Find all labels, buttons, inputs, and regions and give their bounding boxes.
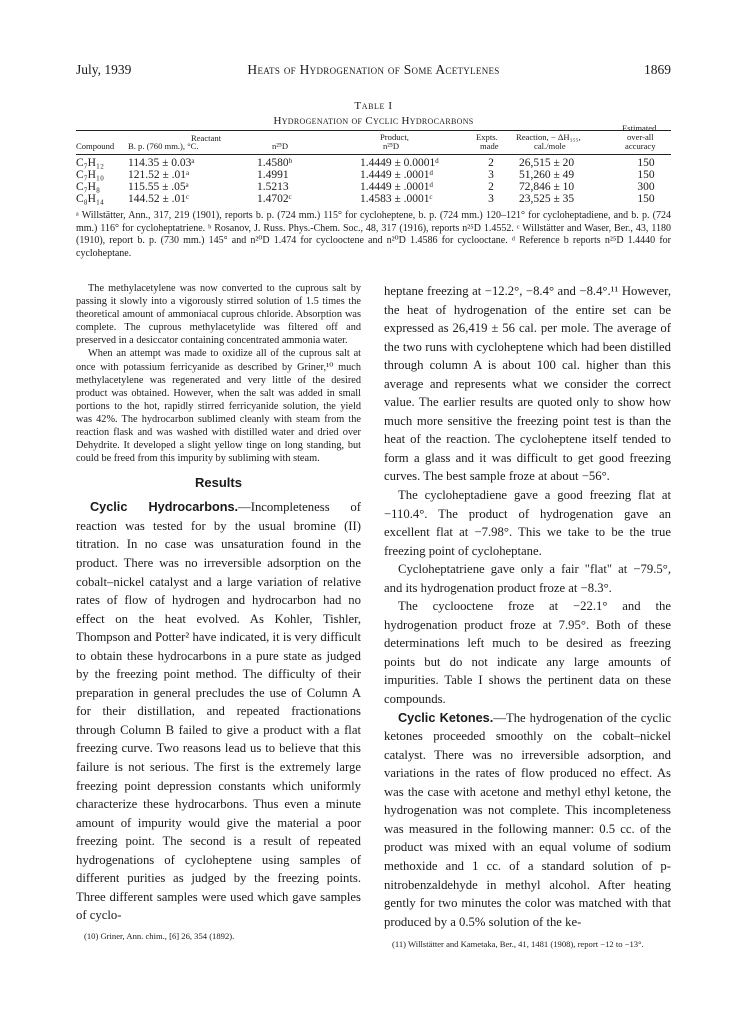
cell-reaction: 51,260 ± 49 [519,169,575,181]
cell-product: 1.4449 ± .0001ᵈ [360,181,434,193]
paragraph: The cycloheptadiene gave a good freezing flat at −110.4°. The product of hydrogenation gave an excellent flat at −7.98°. This we take to be the true freezing point of cycloheptane. [384,488,671,558]
cell-bp: 114.35 ± 0.03ᵃ [128,157,195,169]
paragraph [76,498,361,925]
cell-product: 1.4583 ± .0001ᶜ [360,193,433,205]
header-date: July, 1939 [76,62,132,77]
th-product: Product, [380,132,409,142]
paragraph: heptane freezing at −12.2°, −8.4° and −8.4°.¹¹ However, the heat of hydrogenation of the entire set can be expressed as 26,419 ± 56 cal. per mole. The average of the two runs with cycloheptene which had been distilled through column A is about 100 cal. higher than this average and represents what we consider the correct value. The earlier results are quoted only to show how much more sensitive the freezing point test is than the heat of the reaction. The cycloheptene itself tended to form a glass and it was difficult to get good freezing curves. The best sample froze at about −56°. [384,284,671,484]
cell-accuracy: 150 [637,169,655,181]
cell-bp: 121.52 ± .01ᵃ [128,169,190,181]
paragraph: The methylacetylene was now converted to the cuprous salt by passing it slowly into a vigorously stirred solution of 1.5 times the theoretical amount of ammoniacal cuprous chloride. Absorption was complete. The cuprous methylacetylide was filtered off and preserved in a desiccator containing concentrated ammonia water. [76,283,361,347]
cell-compound: C₇H₁₀ [76,169,105,181]
th-nd-reactant: n²⁵D [272,141,289,151]
th-expts: Expts. [476,132,498,142]
th-compound: Compound [76,141,115,151]
th-nd-product: n²⁵D [383,141,400,151]
table-row [76,181,671,193]
th-reaction: Reaction, − ΔH₃₅₅, [516,132,581,142]
th-over-all: over-all [627,132,654,142]
paragraph [384,709,671,932]
table-header-rule [76,154,671,155]
th-cal-mole: cal./mole [534,141,566,151]
th-bp: B. p. (760 mm.), °C. [128,141,199,151]
cell-reaction: 72,846 ± 10 [519,181,575,193]
right-column [384,282,671,950]
left-column [76,282,361,941]
cell-expts: 3 [488,169,494,181]
table-row [76,157,671,169]
run-in-heading: Cyclic Ketones. [398,710,494,725]
cell-bp: 115.55 ± .05ᵃ [128,181,189,193]
section-heading: Results [195,475,242,491]
cell-reaction: 26,515 ± 20 [519,157,575,169]
cell-expts: 2 [488,157,494,169]
cell-accuracy: 300 [637,181,655,193]
page-number: 1869 [644,62,671,77]
cell-product: 1.4449 ± 0.0001ᵈ [360,157,439,169]
cell-accuracy: 150 [637,157,655,169]
cell-reaction: 23,525 ± 35 [519,193,575,205]
cell-product: 1.4449 ± .0001ᵈ [360,169,434,181]
column-footnote: (10) Griner, Ann. chim., [6] 26, 354 (1892). [84,930,235,941]
th-reactant: Reactant [191,133,222,143]
cell-nd: 1.4991 [257,169,289,181]
cell-compound: C₈H₁₄ [76,193,105,205]
cell-bp: 144.52 ± .01ᶜ [128,193,190,205]
cell-compound: C₇H₁₂ [76,157,105,169]
th-made: made [480,141,499,151]
table-subtitle: Hydrogenation of Cyclic Hydrocarbons [273,115,474,127]
paragraph: When an attempt was made to oxidize all of the cuprous salt at once with potassium ferricyanide as described by Griner,¹⁰ much methylacetylene was regenerated and very little of the desired product was obtained. However, when the salt was added in small portions to the hot, rapidly stirred ferricyanide solution, the yield was 42%. The hydrocarbon sublimed cleanly with steam from the reaction flask and was washed with distilled water and dried over Dehydrite. It developed a slight yellow tinge on long standing, but could be freed from this impurity by subliming with steam. [76,348,361,465]
table-footnotes: ᵃ Willstätter, Ann., 317, 219 (1901), reports b. p. (724 mm.) 115° for cycloheptene, b. p. (724 mm.) 120–121° for cycloheptadiene, and b. p. (724 mm.) 116° for cycloheptatriene. ᵇ Rosanov, J. Russ. Phys.-Chem. Soc., 48, 317 (1916), reports n²⁵D 1.4552. ᶜ Willstätter and Waser, Ber., 43, 1180 (1910), report b. p. (730 mm.) 145° and n²⁰D 1.474 for cyclooctene and n²⁰D 1.4586 for cyclooctane. ᵈ Reference b reports n²⁵D 1.4440 for cycloheptane. [76,210,671,259]
th-accuracy: accuracy [625,141,656,151]
paragraph: Cycloheptatriene gave only a fair "flat" at −79.5°, and its hydrogenation product froze at −8.3°. [384,562,671,595]
cell-expts: 2 [488,181,494,193]
th-estimated: Estimated [622,123,657,133]
table-row [76,169,671,181]
header-title: Heats of Hydrogenation of Some Acetylenes [247,62,500,77]
table-top-rule [76,130,671,131]
cell-expts: 3 [488,193,494,205]
paragraph-text: —Incompleteness of reaction was tested for by the usual bromine (II) titration. In no case was unsaturation found in the product. There was no irreversible adsorption on the cobalt–nickel catalyst and a large variation of relative rates of flow of hydrogen and hydrocarbon had no effect on the heat evolved. As Kohler, Tishler, Thompson and Potter² have indicated, it is very difficult to obtain these hydrocarbons in a pure state as judged by the freezing point method. The difficulty of their preparation in general precludes the use of Column A for their distillation, and repeated fractionations through Column B failed to give a product with a flat freezing curve. Two reasons lead us to believe that this failure is not serious. The first is the extremely large freezing point depression constants which uniformly characterize these hydrocarbons. Thus even a minute amount of impurity would give the material a poor freezing point. The second is a result of repeated hydrogenations of cycloheptene using samples of different purities as judged by the freezing points. Three different samples were used which gave samples of cyclo- [76,500,361,923]
table-caption: Table I [354,100,393,112]
cell-nd: 1.5213 [257,181,289,193]
cell-nd: 1.4580ᵇ [257,157,293,169]
cell-compound: C₇H₈ [76,181,100,193]
paragraph-text: —The hydrogenation of the cyclic ketones proceeded smoothly on the cobalt–nickel catalyst. There was no irreversible adsorption, and variations in the rates of flow produced no effect. As was the case with acetone and methyl ethyl ketone, the hydrogenation was not complete. This incompleteness was measured in the following manner: 0.5 cc. of the product was mixed with an equal volume of sodium methoxide and 1 cc. of a standard solution of p-nitrobenzaldehyde in methyl alcohol. After heating gently for two minutes the color was matched with that produced by a 0.5% solution of the ke- [384,710,671,929]
cell-nd: 1.4702ᶜ [257,193,292,205]
table-row [76,193,671,205]
running-header [76,62,671,80]
run-in-heading: Cyclic Hydrocarbons. [90,500,239,515]
column-footnote: (11) Willstätter and Kametaka, Ber., 41, 1481 (1908), report −12 to −13°. [392,939,644,950]
cell-accuracy: 150 [637,193,655,205]
paragraph: The cyclooctene froze at −22.1° and the hydrogenation product froze at 7.95°. Both of these determinations left much to be desired as freezing points but do not indicate any large amounts of impurities. Table I shows the pertinent data on these compounds. [384,599,671,707]
